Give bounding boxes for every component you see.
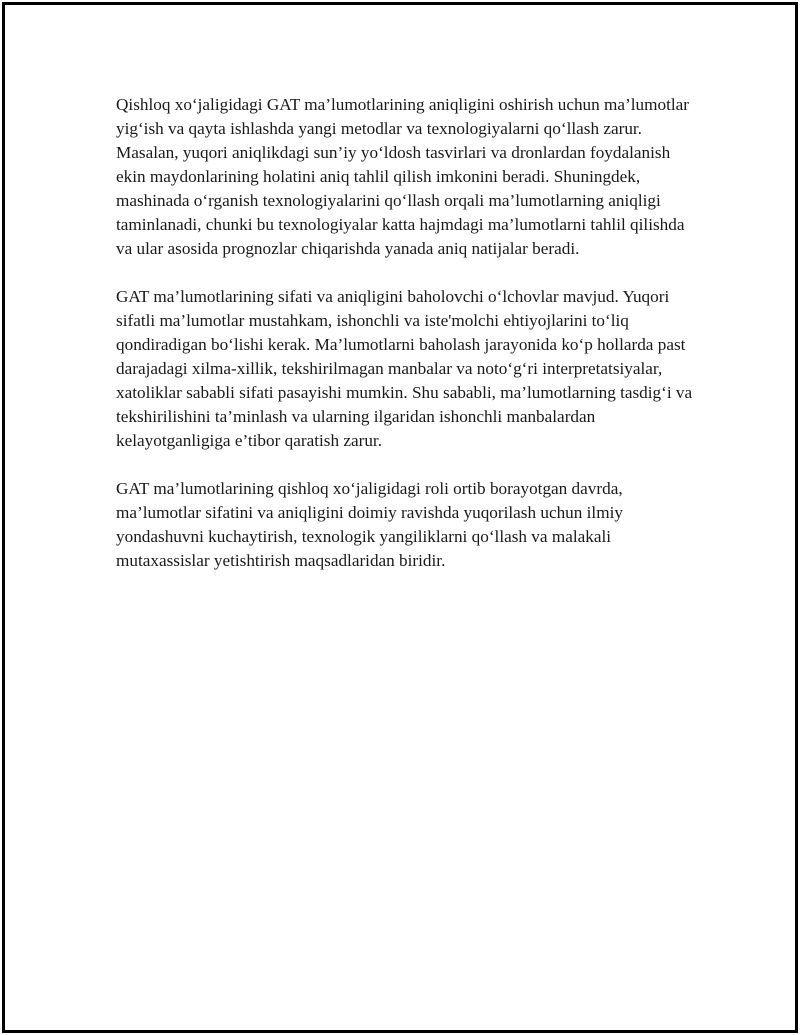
paragraph-3: GAT ma’lumotlarining qishloq xo‘jaligidagi roli ortib borayotgan davrda, ma’lumotlar sifatini va aniqligini doimiy ravishda yuqorilash uchun ilmiy yondashuvni kuchaytirish, texnologik yangiliklarni qo‘llash va malakali mutaxassislar yetishtirish maqsadlaridan biridir. xyxy=(116,479,623,570)
paragraph-1: Qishloq xo‘jaligidagi GAT ma’lumotlarining aniqligini oshirish uchun ma’lumotlar yig‘ish va qayta ishlashda yangi metodlar va texnologiyalarni qo‘llash zarur. Masalan, yuqori aniqlikdagi sun’iy yo‘ldosh tasvirlari va dronlardan foydalanish ekin maydonlarining holatini aniq tahlil qilish imkonini beradi. Shuningdek, mashinada o‘rganish texnologiyalarini qo‘llash orqali ma’lumotlarning aniqligi taminlanadi, chunki bu texnologiyalar katta hajmdagi ma’lumotlarni tahlil qilishda va ular asosida prognozlar chiqarishda yanada aniq natijalar beradi. xyxy=(116,95,690,258)
paragraph-2: GAT ma’lumotlarining sifati va aniqligini baholovchi o‘lchovlar mavjud. Yuqori sifatli ma’lumotlar mustahkam, ishonchli va iste'molchi ehtiyojlarini to‘liq qondiradigan bo‘lishi kerak. Ma’lumotlarni baholash jarayonida ko‘p hollarda past darajadagi xilma-xillik, tekshirilmagan manbalar va noto‘g‘ri interpretatsiyalar, xatoliklar sababli sifati pasayishi mumkin. Shu sababli, ma’lumotlarning tasdig‘i va tekshirilishini ta’minlash va ularning ilgaridan ishonchli manbalardan kelayotganligiga e’tibor qaratish zarur. xyxy=(116,287,693,450)
document-body xyxy=(116,93,696,597)
